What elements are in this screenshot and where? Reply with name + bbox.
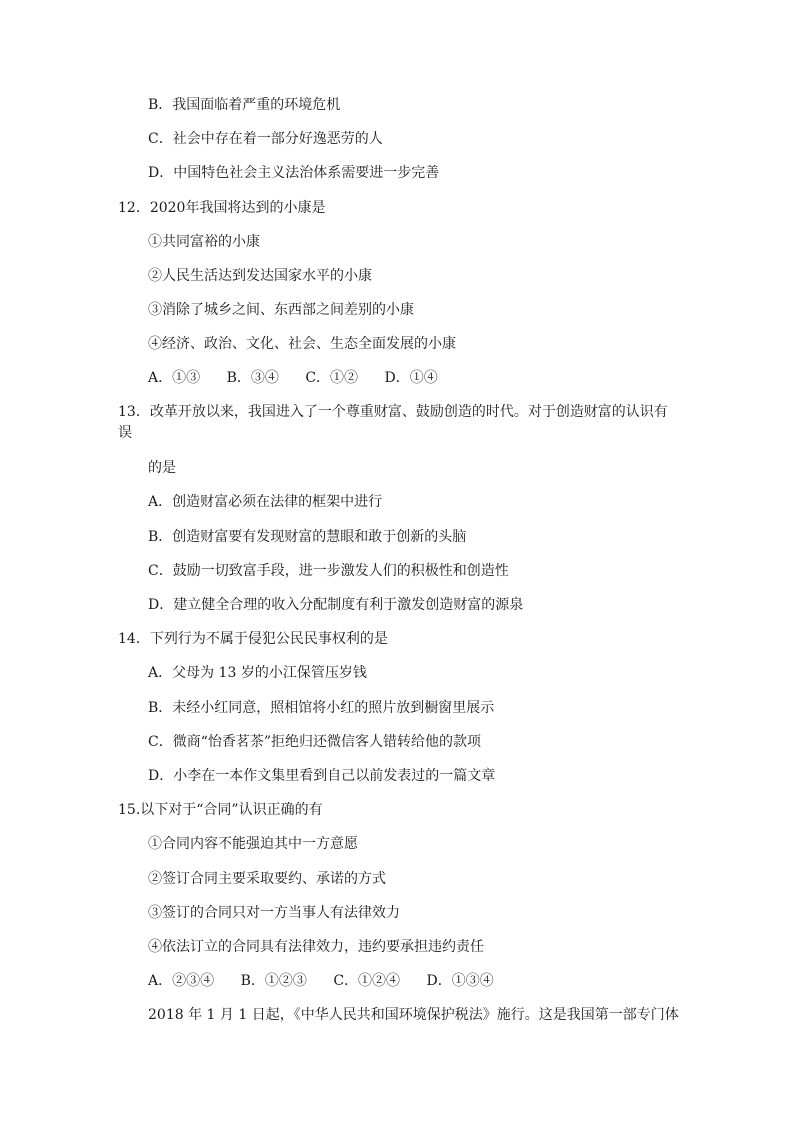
q12-item-2: ②人民生活达到发达国家水平的小康 [148,268,372,284]
passage-line-1: 2018 年 1 月 1 日起，《中华人民共和国环境保护税法》施行。这是我国第一部专门体 [148,1007,679,1023]
q12-choices [148,369,460,387]
q12-choice-d: D．①④ [384,370,438,386]
q12-item-3: ③消除了城乡之间、东西部之间差别的小康 [148,302,414,318]
q13-stem-line3: 的是 [148,460,176,476]
q13-stem-line1: 13．改革开放以来，我国进入了一个尊重财富、鼓励创造的时代。对于创造财富的认识有 [118,404,668,420]
q11-option-c: C．社会中存在着一部分好逸恶劳的人 [148,131,383,147]
q12-choice-b: B．③④ [226,370,279,386]
q13-option-b: B．创造财富要有发现财富的慧眼和敢于创新的头脑 [148,529,467,545]
q13-option-c: C．鼓励一切致富手段，进一步激发人们的积极性和创造性 [148,563,509,579]
q15-choice-b: B．①②③ [240,973,307,989]
q15-choice-a: A．②③④ [148,973,215,989]
q13-option-a: A．创造财富必须在法律的框架中进行 [148,494,383,510]
q15-item-2: ②签订合同主要采取要约、承诺的方式 [148,871,386,887]
q15-item-1: ①合同内容不能强迫其中一方意愿 [148,836,358,852]
q14-option-c: C．微商“怡香茗茶”拒绝归还微信客人错转给他的款项 [148,734,482,750]
q15-choice-d: D．①③④ [426,973,494,989]
q14-option-a: A．父母为 13 岁的小江保管压岁钱 [148,665,367,681]
q15-item-4: ④依法订立的合同具有法律效力，违约要承担违约责任 [148,939,484,955]
q12-item-1: ①共同富裕的小康 [148,234,260,250]
q14-option-d: D．小李在一本作文集里看到自己以前发表过的一篇文章 [148,768,496,784]
q13-option-d: D．建立健全合理的收入分配制度有利于激发创造财富的源泉 [148,597,524,613]
q14-option-b: B．未经小红同意，照相馆将小红的照片放到橱窗里展示 [148,700,495,716]
q12-choice-a: A．①③ [148,370,201,386]
q11-option-b: B．我国面临着严重的环境危机 [148,97,341,113]
q12-item-4: ④经济、政治、文化、社会、生态全面发展的小康 [148,336,456,352]
q13-stem-line2: 误 [118,425,132,441]
q15-item-3: ③签订的合同只对一方当事人有法律效力 [148,905,400,921]
q14-stem: 14．下列行为不属于侵犯公民民事权利的是 [118,631,388,647]
q12-choice-c: C．①② [305,370,359,386]
q12-stem: 12．2020年我国将达到的小康是 [118,200,326,216]
q11-option-d: D．中国特色社会主义法治体系需要进一步完善 [148,165,440,181]
q15-stem: 15.以下对于“合同”认识正确的有 [118,802,323,818]
q15-choice-c: C．①②④ [333,973,401,989]
q15-choices [148,972,516,990]
